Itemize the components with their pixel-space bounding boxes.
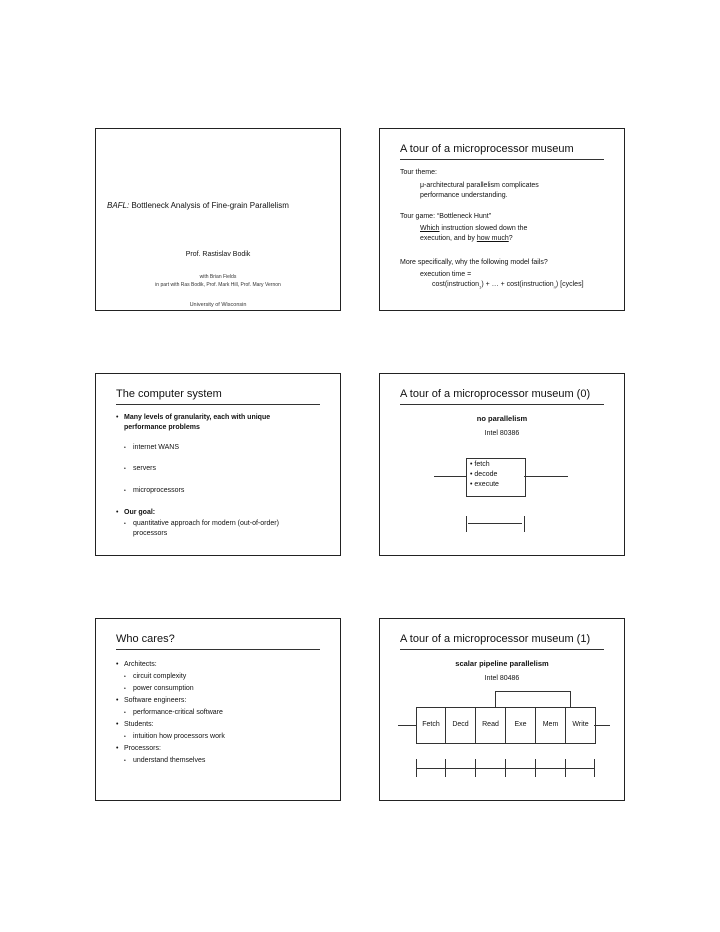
timeline-bar bbox=[468, 523, 522, 524]
slide-title: A tour of a microprocessor museum (0) bbox=[400, 388, 591, 400]
slide-computer-system bbox=[95, 373, 341, 556]
bypass-top-line bbox=[495, 691, 570, 692]
author: Prof. Rastislav Bodik bbox=[185, 251, 251, 258]
bullet-1-line-2: performance problems bbox=[124, 424, 200, 431]
game-label: Tour game: “Bottleneck Hunt” bbox=[400, 213, 492, 220]
stage-execute: Exe bbox=[514, 721, 527, 728]
sub-bullet: • bbox=[124, 488, 126, 494]
subheading: Intel 80486 bbox=[484, 675, 520, 682]
slide-title: The computer system bbox=[116, 388, 222, 400]
timeline-tick bbox=[445, 759, 446, 777]
sub-bullet: • bbox=[124, 710, 126, 716]
slide-who-cares bbox=[95, 618, 341, 801]
item-power-consumption: power consumption bbox=[133, 685, 194, 692]
sub-bullet: • bbox=[124, 686, 126, 692]
game-line-2: execution, and by how much? bbox=[420, 235, 513, 242]
presentation-title bbox=[107, 201, 289, 210]
title-text: Bottleneck Analysis of Fine-grain Parallelism bbox=[129, 201, 289, 210]
subheading: Intel 80386 bbox=[484, 430, 520, 437]
sub-bullet: • bbox=[124, 466, 126, 472]
timeline-tick bbox=[475, 759, 476, 777]
bullet: • bbox=[116, 745, 119, 752]
pipeline-input-line bbox=[398, 725, 416, 726]
slide-museum-1 bbox=[379, 618, 625, 801]
slide-title: A tour of a microprocessor museum (1) bbox=[400, 633, 591, 645]
title-rule bbox=[116, 649, 320, 650]
sub-item-microprocessors: microprocessors bbox=[133, 487, 185, 494]
pipeline-output-line bbox=[594, 725, 610, 726]
stage-read: Read bbox=[482, 721, 499, 728]
credit-line-1: with Brian Fields bbox=[199, 274, 237, 280]
pipeline-output-line bbox=[524, 476, 568, 477]
which-underlined: Which bbox=[420, 225, 440, 232]
sub-item-approach-line-1: quantitative approach for modern (out-of-order) bbox=[133, 520, 279, 527]
title-acronym: BAFL: bbox=[107, 201, 130, 210]
exec-time-line: execution time = bbox=[420, 271, 472, 278]
item-performance-critical: performance-critical software bbox=[133, 709, 223, 716]
slide-title: A tour of a microprocessor museum bbox=[400, 143, 574, 155]
slide-museum-0 bbox=[379, 373, 625, 556]
timeline-tick bbox=[565, 759, 566, 777]
timeline-tick bbox=[535, 759, 536, 777]
bullet: • bbox=[116, 697, 119, 704]
slide-museum-intro bbox=[379, 128, 625, 311]
affiliation: University of Wisconsin bbox=[189, 302, 247, 308]
how-much-underlined: how much bbox=[476, 235, 509, 242]
pipeline-input-line bbox=[434, 476, 466, 477]
timeline-tick bbox=[594, 759, 595, 777]
bypass-right-leg bbox=[570, 691, 571, 707]
timeline-tick-start bbox=[466, 516, 467, 532]
credit-line-2: in part with Ras Bodik, Prof. Mark Hill, Prof. Mary Vernon bbox=[155, 282, 281, 288]
bullet: • bbox=[116, 509, 119, 516]
item-processors: Processors: bbox=[124, 745, 161, 752]
theme-line-2: performance understanding. bbox=[420, 192, 508, 199]
title-rule bbox=[400, 404, 604, 405]
sub-bullet: • bbox=[124, 674, 126, 680]
sub-bullet: • bbox=[124, 445, 126, 451]
item-intuition: intuition how processors work bbox=[133, 733, 225, 740]
item-students: Students: bbox=[124, 721, 154, 728]
stage-fetch: • fetch bbox=[470, 461, 490, 468]
bullet: • bbox=[116, 661, 119, 668]
bullet: • bbox=[116, 721, 119, 728]
item-circuit-complexity: circuit complexity bbox=[133, 673, 187, 680]
item-architects: Architects: bbox=[124, 661, 157, 668]
item-understand-themselves: understand themselves bbox=[133, 757, 206, 764]
sub-item-wans: internet WANS bbox=[133, 444, 180, 451]
sub-item-servers: servers bbox=[133, 465, 156, 472]
bypass-left-leg bbox=[495, 691, 496, 707]
sub-bullet: • bbox=[124, 521, 126, 527]
model-label: More specifically, why the following model fails? bbox=[400, 259, 548, 266]
heading: scalar pipeline parallelism bbox=[455, 659, 549, 668]
stage-decode: • decode bbox=[470, 471, 498, 478]
bullet: • bbox=[116, 414, 119, 421]
sub-bullet: • bbox=[124, 758, 126, 764]
stage-fetch: Fetch bbox=[422, 721, 440, 728]
title-rule bbox=[400, 649, 604, 650]
slide-title: Who cares? bbox=[116, 633, 175, 645]
stage-decode: Decd bbox=[452, 721, 469, 728]
game-line-1: Which instruction slowed down the bbox=[420, 225, 528, 232]
stage-write: Write bbox=[572, 721, 589, 728]
item-software-engineers: Software engineers: bbox=[124, 697, 187, 704]
pipeline-box bbox=[416, 707, 596, 744]
timeline-tick bbox=[416, 759, 417, 777]
theme-label: Tour theme: bbox=[400, 169, 437, 176]
title-rule bbox=[116, 404, 320, 405]
slide-title bbox=[95, 128, 341, 311]
cost-formula: cost(instruction$_1$) + … + cost(instruction$_n$) [cycles] bbox=[432, 281, 584, 290]
bullet-2-goal: Our goal: bbox=[124, 509, 156, 516]
bullet-1-line-1: Many levels of granularity, each with unique bbox=[124, 414, 271, 421]
timeline-tick-end bbox=[524, 516, 525, 532]
sub-bullet: • bbox=[124, 734, 126, 740]
stage-execute: • execute bbox=[470, 481, 499, 488]
sub-item-approach-line-2: processors bbox=[133, 530, 168, 537]
title-rule bbox=[400, 159, 604, 160]
timeline-tick bbox=[505, 759, 506, 777]
theme-line-1: μ-architectural parallelism complicates bbox=[420, 182, 539, 189]
stage-box bbox=[466, 458, 526, 497]
heading: no parallelism bbox=[476, 414, 528, 423]
stage-memory: Mem bbox=[542, 721, 559, 728]
